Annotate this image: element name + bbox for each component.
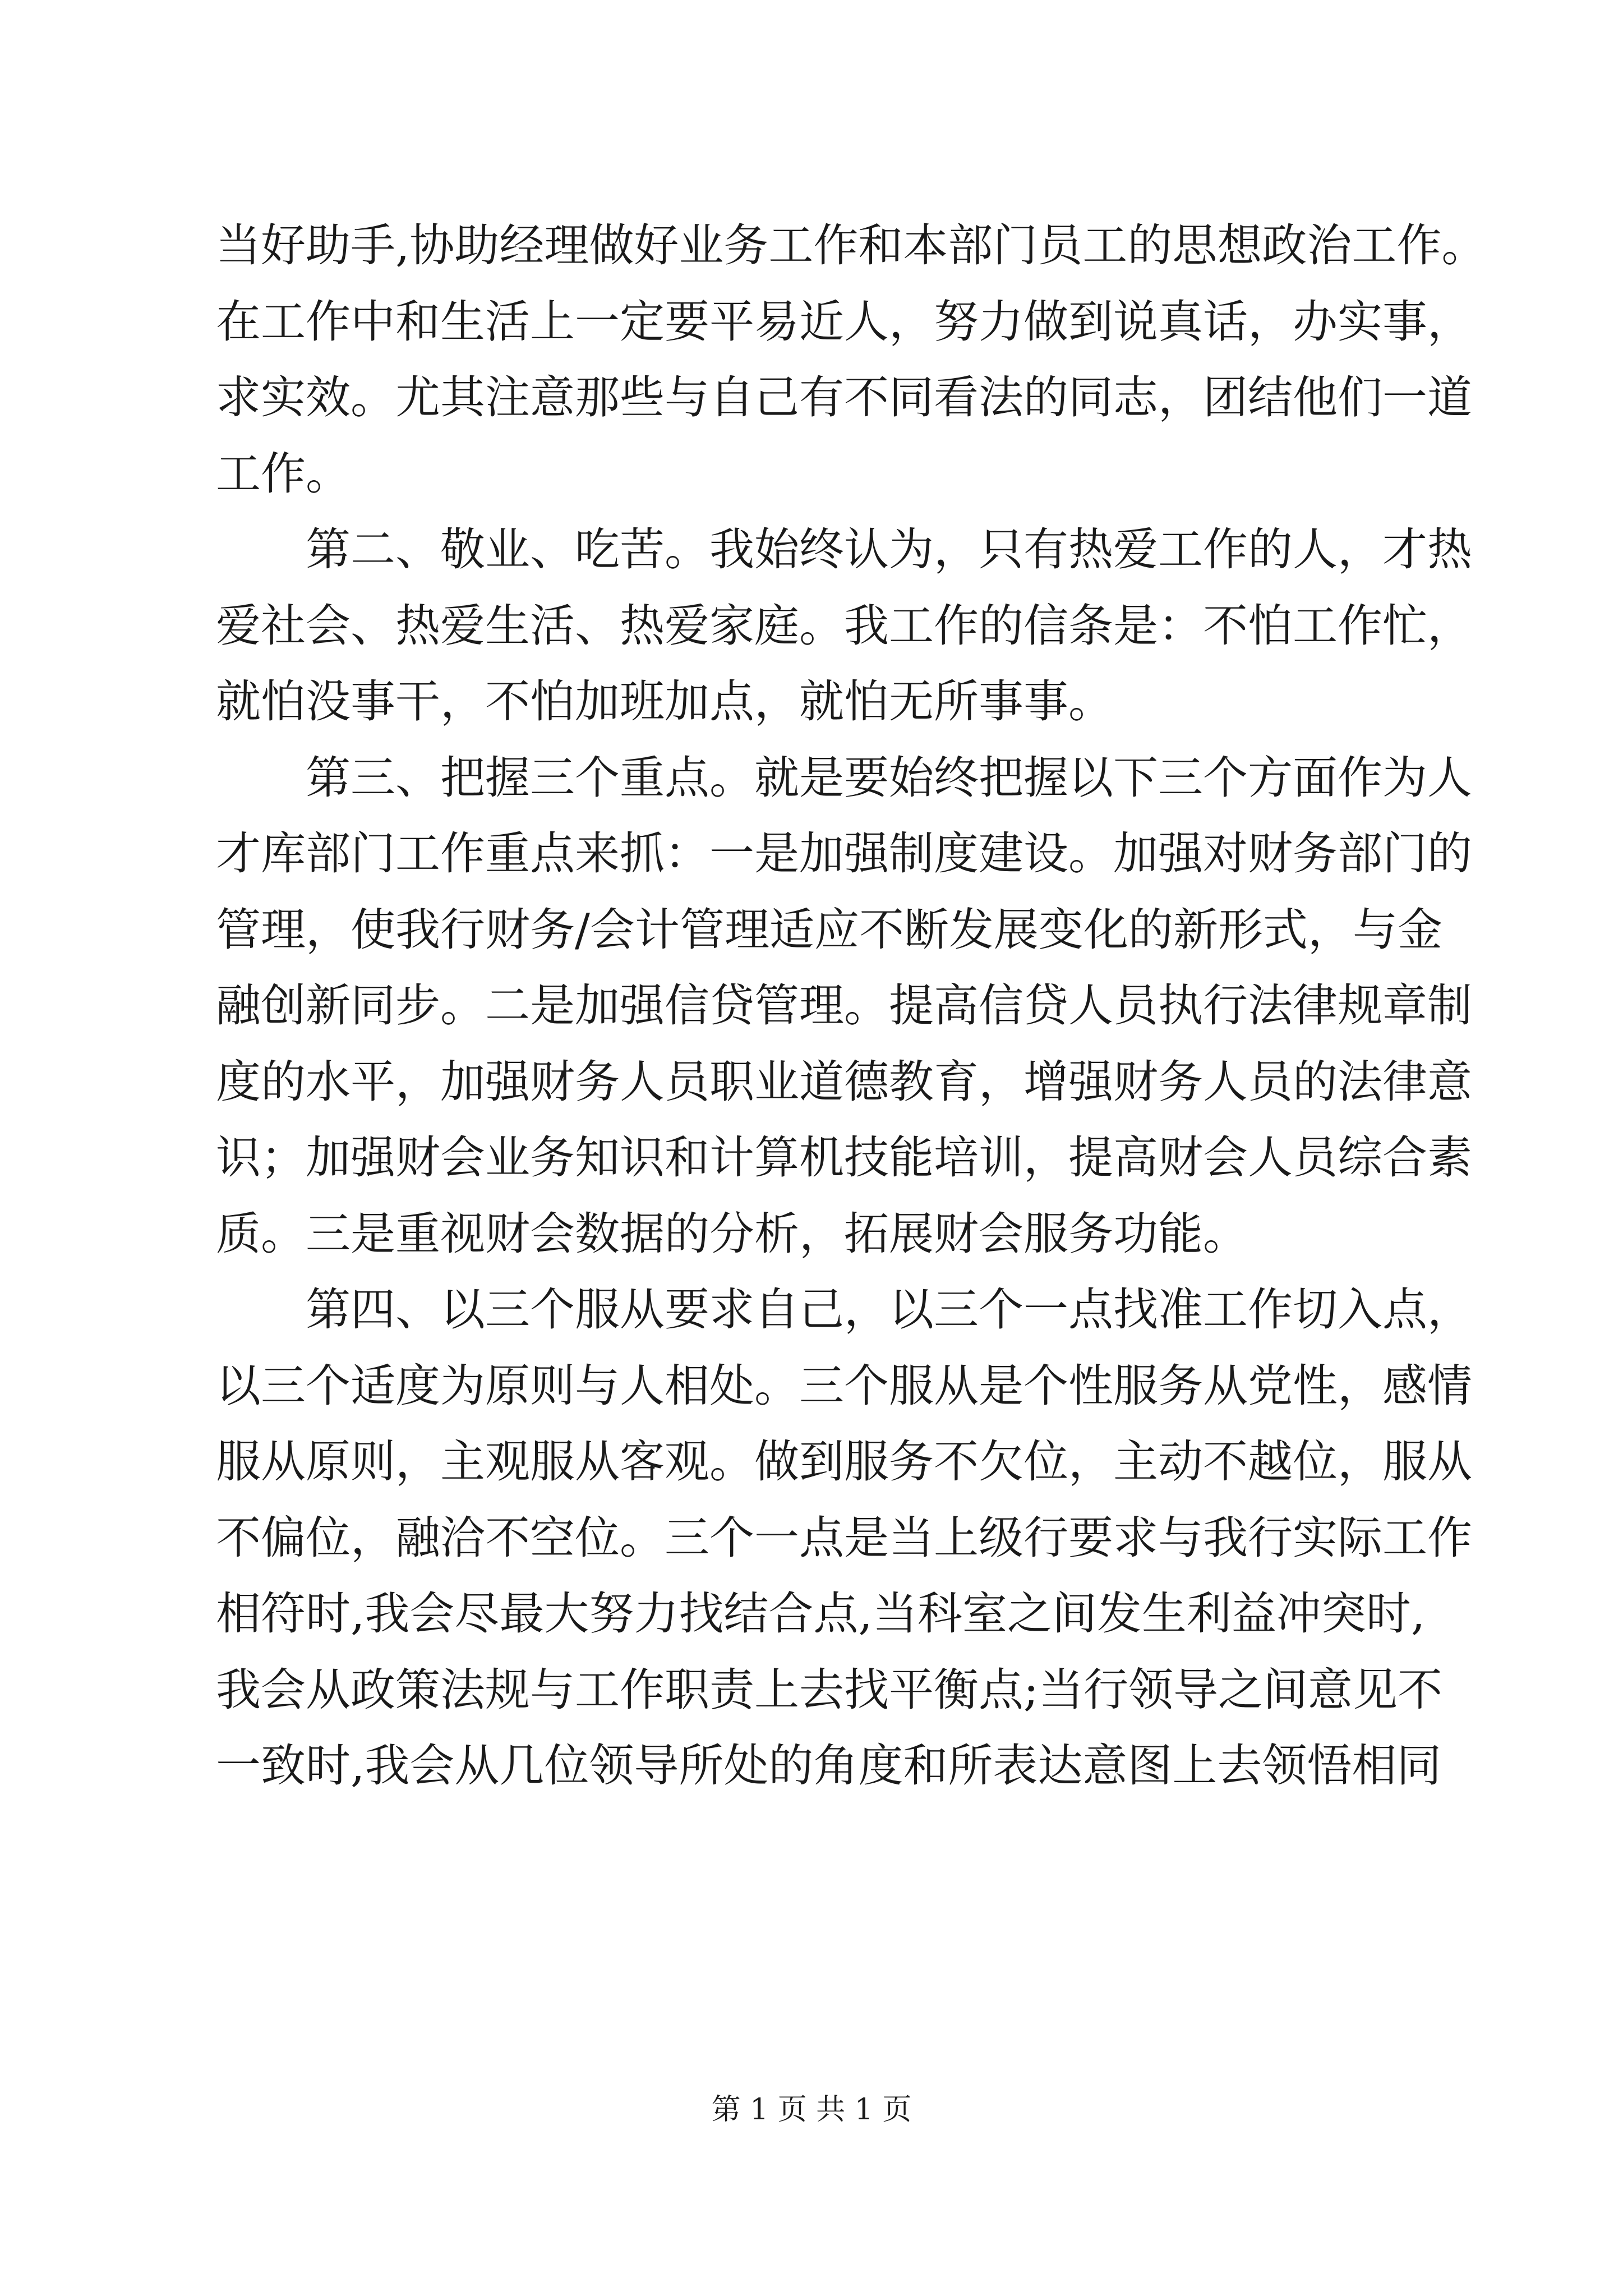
text-line: 第三、把握三个重点。就是要始终把握以下三个方面作为人 <box>216 751 1472 804</box>
text-line: 融创新同步。二是加强信贷管理。提高信贷人员执行法律规章制 <box>216 979 1472 1032</box>
text-line: 识；加强财会业务知识和计算机技能培训，提高财会人员综合素 <box>216 1131 1472 1184</box>
text-line: 当好助手,协助经理做好业务工作和本部门员工的思想政治工作。 <box>216 219 1487 272</box>
page-number-footer: 第 1 页 共 1 页 <box>711 2093 912 2127</box>
text-line: 不偏位，融洽不空位。三个一点是当上级行要求与我行实际工作 <box>216 1511 1472 1564</box>
text-line: 质。三是重视财会数据的分析，拓展财会服务功能。 <box>216 1207 1248 1260</box>
text-line: 第四、以三个服从要求自己，以三个一点找准工作切入点， <box>216 1283 1472 1336</box>
text-line: 爱社会、热爱生活、热爱家庭。我工作的信条是：不怕工作忙， <box>216 599 1472 652</box>
text-line: 就怕没事干，不怕加班加点，就怕无所事事。 <box>216 675 1113 728</box>
body-text <box>216 208 1487 1804</box>
text-line: 一致时,我会从几位领导所处的角度和所表达意图上去领悟相同 <box>216 1740 1442 1792</box>
text-line: 才库部门工作重点来抓：一是加强制度建设。加强对财务部门的 <box>216 827 1472 880</box>
text-line: 管理，使我行财务/会计管理适应不断发展变化的新形式，与金 <box>216 903 1442 956</box>
text-line: 以三个适度为原则与人相处。三个服从是个性服务从党性，感情 <box>216 1359 1472 1412</box>
text-line: 工作。 <box>216 447 351 500</box>
text-line: 求实效。尤其注意那些与自己有不同看法的同志，团结他们一道 <box>216 371 1472 424</box>
text-line: 相符时,我会尽最大努力找结合点,当科室之间发生利益冲突时, <box>216 1588 1426 1640</box>
text-line: 我会从政策法规与工作职责上去找平衡点;当行领导之间意见不 <box>216 1663 1442 1716</box>
text-line: 度的水平，加强财务人员职业道德教育，增强财务人员的法律意 <box>216 1055 1472 1108</box>
text-line: 服从原则，主观服从客观。做到服务不欠位，主动不越位，服从 <box>216 1435 1472 1488</box>
text-line: 在工作中和生活上一定要平易近人，努力做到说真话，办实事， <box>216 295 1472 348</box>
text-line: 第二、敬业、吃苦。我始终认为，只有热爱工作的人，才热 <box>216 523 1472 576</box>
